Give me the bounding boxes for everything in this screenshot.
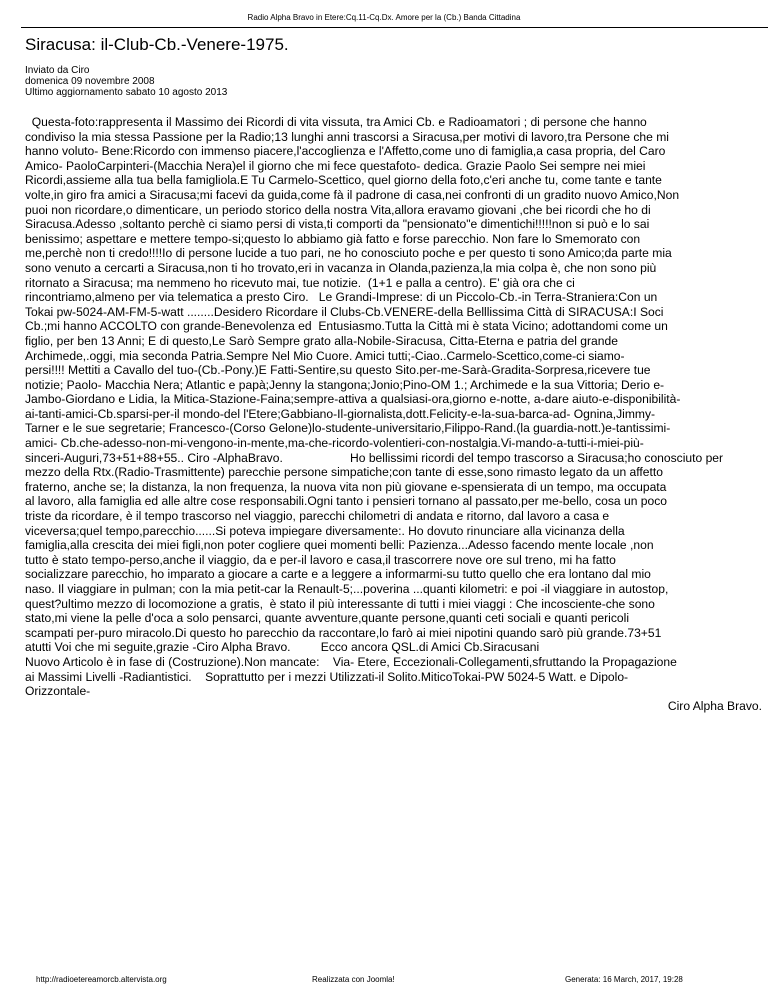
article-line: stato,mi viene la pelle d'oca a solo pensarci, quante avventure,quante persone,quanti ceti sociali e quanti pericoli (25, 611, 630, 626)
article-date: domenica 09 novembre 2008 (25, 76, 155, 87)
article-author: Inviato da Ciro (25, 65, 90, 76)
article-line: me,perchè non ti credo!!!!Io di persone lucide a tuo pari, ne ho conosciuto poche e per questo ti sono Amico;da parte mia (25, 246, 672, 261)
article-line: Nuovo Articolo è in fase di (Costruzione).Non mancate: Via- Etere, Eccezionali-Collegamenti,sfruttando la Propagazione (25, 654, 677, 669)
article-line: quest?ultimo mezzo di locomozione a gratis, è stato il più interessante di tutti i miei viaggi : Che incosciente-che sono (25, 596, 655, 611)
article-line: persi!!!! Mettiti a Cavallo del tuo-(Cb.-Pony.)E Fatti-Sentire,su questo Sito.per-me-Sarà-Gradita-Sorpresa,ricevere tue (25, 363, 651, 378)
article-line: figlio, per ben 13 Anni; E di questo,Le Sarò Sempre grato alla-Nobile-Siracusa, Citta-Eterna e patria del grande (25, 333, 618, 348)
article-meta (25, 65, 227, 98)
article-updated: Ultimo aggiornamento sabato 10 agosto 2013 (25, 87, 228, 98)
article-line: rincontriamo,almeno per via telematica a presto Ciro. Le Grandi-Imprese: di un Piccolo-Cb.-in Terra-Straniera:Con un (25, 290, 658, 305)
article-line: mezzo della Rtx.(Radio-Trasmittente) parecchie persone simpatiche;con tante di esse,sono rimasto legato da un affetto (25, 465, 663, 480)
article-line: Jambo-Giordano e Lidia, la Mitica-Stazione-Faina;sempre-attiva a qualsiasi-ora,giorno e-notte, a-dare aiuto-e-disponibilità- (25, 392, 681, 407)
page-header: Radio Alpha Bravo in Etere:Cq.11-Cq.Dx. Amore per la (Cb.) Banda Cittadina (247, 13, 521, 22)
article-line: Cb.;mi hanno ACCOLTO con grande-Benevolenza ed Entusiasmo.Tutta la Città mi è stata Vicino; adottandomi come un (25, 319, 668, 334)
footer-site-url[interactable]: http://radioetereamorcb.altervista.org (36, 975, 167, 984)
article-line: sono venuto a cercarti a Siracusa,non ti ho trovato,eri in vacanza in Olanda,pazienza,la mia colpa è, che non sono più (25, 260, 657, 275)
article-line: Questa-foto:rappresenta il Massimo dei Ricordi di vita vissuta, tra Amici Cb. e Radioamatori ; di persone che hanno (25, 115, 647, 129)
article-line: Siracusa.Adesso ,soltanto perchè ci siamo persi di vista,ti comporti da "pensionato"e dimentichi!!!!!non si può e lo sai (25, 217, 650, 232)
article-line: naso. Il viaggiare in pulman; con la mia petit-car la Renault-5;...poverina ...quanti kilometri: e poi -il viaggiare in autostop, (25, 582, 669, 596)
article-signature: Ciro Alpha Bravo. (667, 698, 762, 713)
article-line: hanno voluto- Bene:Ricordo con immenso piacere,l'accoglienza e l'Affetto,come uno di famiglia,a casa propria, del Caro (25, 144, 666, 159)
header-divider (21, 27, 768, 28)
article-line: fraterno, anche se; la distanza, la non frequenza, la nuova vita non più giovane e-spensierata di un tempo, ma occupata (25, 479, 667, 494)
article-line: Amico- PaoloCarpinteri-(Macchia Nera)el il giorno che mi fece questafoto- dedica. Grazie Paolo Sei sempre nei miei (25, 158, 646, 173)
article-line: famiglia,alla crescita dei miei figli,non poter cogliere quei momenti belli: Pazienza...Adesso facendo mente locale ,non (25, 538, 654, 553)
article-line: socializzare parecchio, ho imparato a giocare a carte e a leggere a informarmi-su tutto quello che era lontano dal mio (25, 567, 651, 582)
article-title: Siracusa: il-Club-Cb.-Venere-1975. (25, 35, 289, 54)
article-line: viceversa;quel tempo,parecchio......Si poteva impiegare diversamente:. Ho dovuto rinunciare alla vicinanza della (25, 523, 625, 538)
article-line: volte,in giro fra amici a Siracusa;mi facevi da guida,come fà il padrone di casa,nei confronti di un gradito nuovo Amico,Non (25, 187, 680, 202)
article-line: Archimede,.oggi, mia seconda Patria.Sempre Nel Mio Cuore. Amici tutti;-Ciao..Carmelo-Scettico,come-ci siamo- (25, 348, 625, 363)
article-line: Ricordi,assieme alla tua bella famigliola.E Tu Carmelo-Scettico, quel giorno della foto,c'eri anche tu, come tante e tante (25, 173, 662, 188)
article-line: atutti Voi che mi seguite,grazie -Ciro Alpha Bravo. Ecco ancora QSL.di Amici Cb.Siracusani (25, 640, 540, 655)
footer-powered-by: Realizzata con Joomla! (312, 975, 395, 984)
article-line: tutto è stato tempo-perso,anche il viaggio, da e per-il lavoro e casa,il trascorrere nove ore sul treno, mi ha fatto (25, 552, 616, 567)
article-line: notizie; Paolo- Macchia Nera; Atlantic e papà;Jenny la stangona;Jonio;Pino-OM 1.; Archimede e la sua Vittoria; Derio e- (25, 377, 665, 392)
article-line: Tarner e le sue segretarie; Francesco-(Corso Gelone)lo-studente-universitario,Filippo-Rand.(la guardia-nott.)e-tantissimi- (25, 421, 671, 436)
article-line: Orizzontale- (25, 684, 91, 699)
article-line: benissimo; aspettare e mettere tempo-si;questo lo abbiamo già fatto e forse parecchio. Non fare lo Smemorato con (25, 231, 641, 246)
article-body (25, 115, 768, 713)
article-line: puoi non ricordare,o dimenticare, un periodo storico della nostra Vita,allora eravamo giovani ,che bei ricordi che ho di (25, 202, 651, 217)
article-line: ai Massimi Livelli -Radiantistici. Soprattutto per i mezzi Utilizzati-il Solito.MiticoTokai-PW 5024-5 Watt. e Dipolo- (25, 669, 629, 684)
article-line: condiviso la mia stessa Passione per la Radio;13 lunghi anni trascorsi a Siracusa,per motivi di lavoro,tra Persone che mi (25, 129, 669, 144)
article-line: sinceri-Auguri,73+51+88+55.. Ciro -AlphaBravo. Ho bellissimi ricordi del tempo trascorso a Siracusa;ho conosciuto per (25, 450, 724, 465)
article-line: ai-tanti-amici-Cb.sparsi-per-il mondo-del l'Etere;Gabbiano-Il-giornalista,dott.Felicity-e-la-sua-barca-ad- Ognina,Jimmy- (25, 406, 656, 421)
article-line: scampati per-puro miracolo.Di questo ho parecchio da raccontare,lo farò ai miei nipotini quando sarò più grande.73+51 (25, 625, 662, 640)
article-line: amici- Cb.che-adesso-non-mi-vengono-in-mente,ma-che-ricordo-volentieri-con-nostalgia.Vi-mando-a-tutti-i-miei-più- (25, 436, 644, 451)
article-line: triste da ricordare, è il tempo trascorso nel viaggio, parecchi chilometri di andata e ritorno, dal lavoro a casa e (25, 509, 610, 524)
article-line: Tokai pw-5024-AM-FM-5-watt ........Desidero Ricordare il Clubs-Cb.VENERE-della Belllissima Città di SIRACUSA:I Soci (25, 304, 664, 319)
footer-generated-date: Generata: 16 March, 2017, 19:28 (565, 975, 683, 984)
article-line: ritornato a Siracusa; ma nemmeno ho ricevuto mai, tue notizie. (1+1 e palla a centro). E' già ora che ci (25, 275, 575, 290)
article-line: al lavoro, alla famiglia ed alle altre cose responsabili.Ogni tanto i pensieri tornano al passato,per me-bello, cosa un poco (25, 494, 668, 509)
